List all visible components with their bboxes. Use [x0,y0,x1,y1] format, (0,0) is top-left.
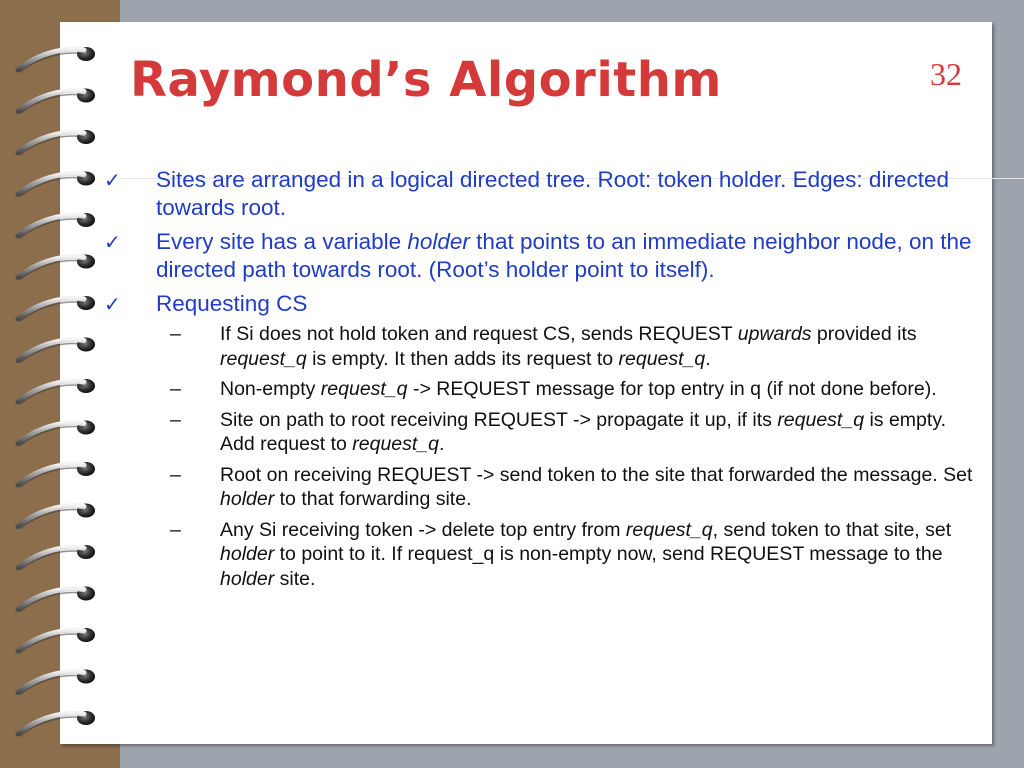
bullet-item [100,290,980,318]
bullet-italic: holder [407,229,470,254]
dash-marker: – [170,323,181,345]
binding-ring [18,711,95,736]
checkmark-icon: ✓ [104,292,121,316]
sub-text: . [705,347,711,370]
binding-ring [18,670,95,695]
sub-bullet-item [100,322,980,371]
sub-italic: request_q [777,408,865,431]
binding-ring [18,628,95,653]
bullet-text: Sites are arranged in a logical directed tree. Root: token holder. Edges: directed towards root. [156,167,949,220]
dash-marker: – [170,518,181,541]
sub-bullet-item [100,408,980,457]
sub-text: to that forwarding site. [274,488,472,510]
sub-italic: request_q [618,347,706,370]
sub-text: Any Si receiving token -> delete top entry from [220,518,626,541]
bullet-text: Every site has a variable [156,229,408,254]
slide-number: 32 [930,56,962,92]
dash-marker: – [170,463,181,486]
sub-text: is empty. Add request to [220,408,947,455]
sub-bullet-item [100,377,980,402]
sub-text: to point to it. If request_q is non-empty now, send REQUEST message to the [274,543,943,565]
binding-ring [18,338,95,363]
bullet-item [100,166,980,222]
bullet-text: Requesting CS [156,291,308,316]
bullet-item [100,228,980,284]
checkmark-icon: ✓ [104,230,121,254]
sub-text: Root on receiving REQUEST -> send token to the site that forwarded the message. Set [220,463,973,486]
binding-ring [18,296,95,321]
slide-title: Raymond’s Algorithm [130,52,722,108]
sub-text: provided its [811,323,917,345]
sub-italic: holder [220,567,275,590]
sub-bullet-item [100,463,980,512]
sub-italic: request_q [320,378,408,400]
sub-italic: holder [220,488,275,510]
binding-ring [18,504,95,529]
binding-ring [18,587,95,612]
binding-ring [18,47,95,72]
sub-text: . [439,433,445,455]
sub-italic: request_q [220,347,307,370]
dash-marker: – [170,378,181,400]
sub-italic: request_q [625,518,713,541]
binding-ring [18,89,95,114]
bullet-text: that points to an immediate neighbor node, on the directed path towards root. (Root’s holder point to itself). [156,229,972,282]
sub-text: -> REQUEST message for top entry in q (if not done before). [407,378,937,400]
binding-ring [18,172,95,197]
sub-text: Non-empty [220,378,321,400]
sub-text: Site on path to root receiving REQUEST -> propagate it up, if its [220,408,778,431]
sub-italic: holder [220,543,275,565]
binding-ring [18,255,95,280]
binding-ring [18,213,95,238]
checkmark-icon: ✓ [104,168,121,192]
binding-ring [18,379,95,404]
sub-italic: upwards [737,323,812,345]
binding-ring [18,545,95,570]
sub-text: is empty. It then adds its request to [306,347,619,370]
binding-ring [18,421,95,446]
sub-bullet-item [100,518,980,592]
binding-ring [18,130,95,155]
sub-italic: request_q [352,433,439,455]
sub-text: , send token to that site, set [712,518,952,541]
sub-text: If Si does not hold token and request CS, sends REQUEST [220,323,738,345]
dash-marker: – [170,408,181,431]
sub-text: site. [274,567,316,590]
binding-ring [18,462,95,487]
slide-content [100,166,980,597]
